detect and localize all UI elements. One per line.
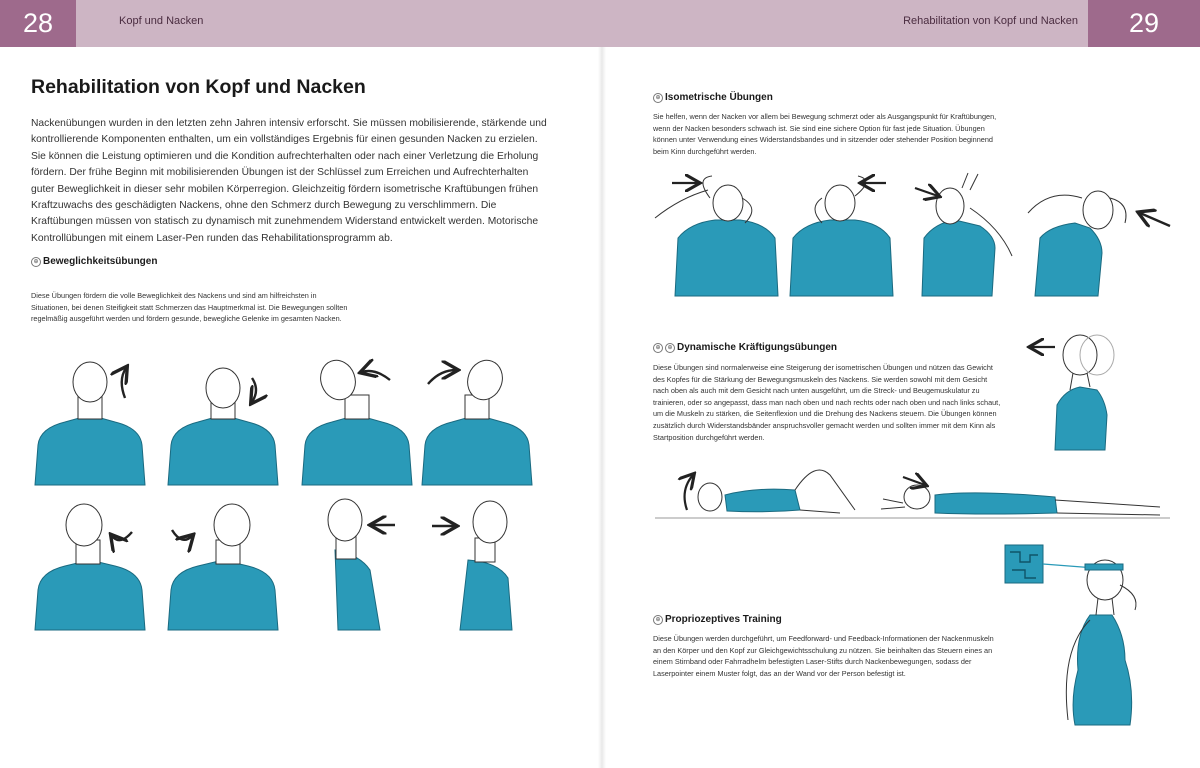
arrow-icon (252, 378, 256, 402)
left-page-number: 28 (0, 0, 76, 47)
dynamic-heading-text: Dynamische Kräftigungsübungen (677, 342, 838, 353)
isometric-text: Sie helfen, wenn der Nacken vor allem bei Bewegung schmerzt oder als Ausgangspunkt für Kraftübungen, wenn der Nacken besonders schwach ist. Sie sind eine sichere Option für fast jede Situation. Übungen können unter Verwendung eines Widerstandsbandes und in sitzender oder stehender Position beginnend beim Kinn durchgeführt werden. (653, 112, 997, 156)
headband (1085, 564, 1123, 570)
figure-supine-head-lift (698, 470, 855, 513)
right-page-number: 29 (1088, 0, 1200, 47)
isometric-illustrations (650, 168, 1180, 298)
intro-paragraph: Nackenübungen wurden in den letzten zehn Jahren intensiv erforscht. Sie müssen mobilisierende, stärkende und kontrollierende Komponenten enthalten, um ein vollständiges Ergebnis für einen gesunden Nacken zu erzielen. Sie können die Leistung optimieren und die Kondition aufrechterhalten oder nach einer Verletzung die Erholung fördern. Der frühe Beginn mit mobilisierenden Übungen ist der Schlüssel zum Erreichen und Aufrechterhalten guter Beweglichkeit in dieser sehr mobilen Körperregion. Gleichzeitig fördern isometrische Kraftübungen frühen Kraftzuwachs des geschädigten Nackens, ohne den Schmerz durch Bewegung zu verschlimmern. Die Kraftübungen müssen von statisch zu dynamisch mit zunehmendem Widerstand entwickelt werden. Motorische Kontrollübungen mit einem Laser-Pen runden das Rehabilitationsprogramm ab. (31, 118, 547, 244)
figure-isometric-back (1028, 191, 1126, 296)
arrow-icon (122, 368, 126, 398)
arrow-icon (112, 532, 132, 540)
figure-isometric-side-right (790, 176, 893, 296)
figure-isometric-front (922, 173, 1012, 296)
section-marker-icon: ⊕ (665, 343, 675, 353)
proprio-illustration (1000, 540, 1180, 730)
figure-chin-protrusion-side (460, 501, 512, 630)
dynamic-text: Diese Übungen sind normalerweise eine Steigerung der isometrischen Übungen und nützen das Gewicht des Kopfes für die Stärkung der Bewegungsmuskeln des Nackens. Sie werden sowohl mit dem Gesicht nach oben als auch mit dem Gesicht nach unten ausgeführt, um die Streck- und Beugemuskulatur zu trainieren, oder so angepasst, dass man nach oben und nach rechts oder nach oben und nach links schaut, um die Muskeln zu stärken, die Seitenflexion und die Drehung des Nackens steuern. Die Übungen können zusätzlich durch Widerstandsbänder anspruchsvoller gemacht werden und sollten immer mit dem Kinn als Startposition durchgeführt werden. (653, 363, 1001, 442)
mobility-heading (31, 256, 157, 267)
figure-head-tilt-forward (168, 368, 278, 485)
dynamic-lying-illustrations (655, 455, 1170, 525)
arrow-icon (903, 477, 925, 485)
right-running-title: Rehabilitation von Kopf und Nacken (903, 15, 1078, 27)
figure-rotate-left (35, 504, 145, 630)
mobility-heading-text: Beweglichkeitsübungen (43, 256, 158, 267)
arrow-icon (915, 188, 938, 196)
dynamic-heading (653, 342, 837, 353)
isometric-heading-text: Isometrische Übungen (665, 92, 773, 103)
isometric-heading (653, 92, 773, 103)
arrow-icon (428, 370, 456, 384)
dynamic-standing-illustration (1025, 325, 1135, 455)
proprio-text: Diese Übungen werden durchgeführt, um Feedforward- und Feedback-Informationen der Nackenmuskeln an den Körper und den Kopf zur Gleichgewichtsschulung zu nützen. Sie beinhalten das Steuern eines an einem Stirnband oder Fahrradhelm befestigten Laser-Stifts durch Nackenbewegungen, sodass der Laserpointer einem Muster folgt, das an der Wand vor der Person befestigt ist. (653, 634, 994, 678)
figure-chin-tuck-side (328, 499, 380, 630)
proprio-heading-text: Propriozeptives Training (665, 614, 782, 625)
arrow-icon (1140, 213, 1170, 226)
mobility-text: Diese Übungen fördern die volle Beweglichkeit des Nackens und sind am hilfreichsten in Situationen, bei denen Steifigkeit statt Schmerzen das Hauptmerkmal ist. Die Bewegungen sollten regelmäßig ausgeführt werden und fördern gesunde, bewegliche Gelenke im gesamten Nacken. (31, 291, 348, 324)
proprio-heading (653, 614, 782, 625)
figure-isometric-side-left (655, 176, 778, 296)
figure-side-bend-right (302, 355, 412, 485)
section-marker-icon: ⊕ (653, 93, 663, 103)
figure-rotate-right (168, 504, 278, 630)
figure-prone-head-lift (881, 485, 1160, 515)
figure-head-tilt-back (35, 362, 145, 485)
left-running-title: Kopf und Nacken (119, 15, 204, 27)
arrow-icon (685, 475, 693, 510)
section-marker-icon: ⊕ (31, 257, 41, 267)
arrow-icon (362, 371, 390, 380)
page-title: Rehabilitation von Kopf und Nacken (31, 76, 366, 98)
mobility-illustrations (20, 350, 540, 640)
section-marker-icon: ⊕ (653, 615, 663, 625)
arrow-icon (172, 530, 192, 540)
book-gutter (598, 47, 606, 768)
section-marker-icon: ⊕ (653, 343, 663, 353)
laser-target-pattern (1005, 545, 1043, 583)
